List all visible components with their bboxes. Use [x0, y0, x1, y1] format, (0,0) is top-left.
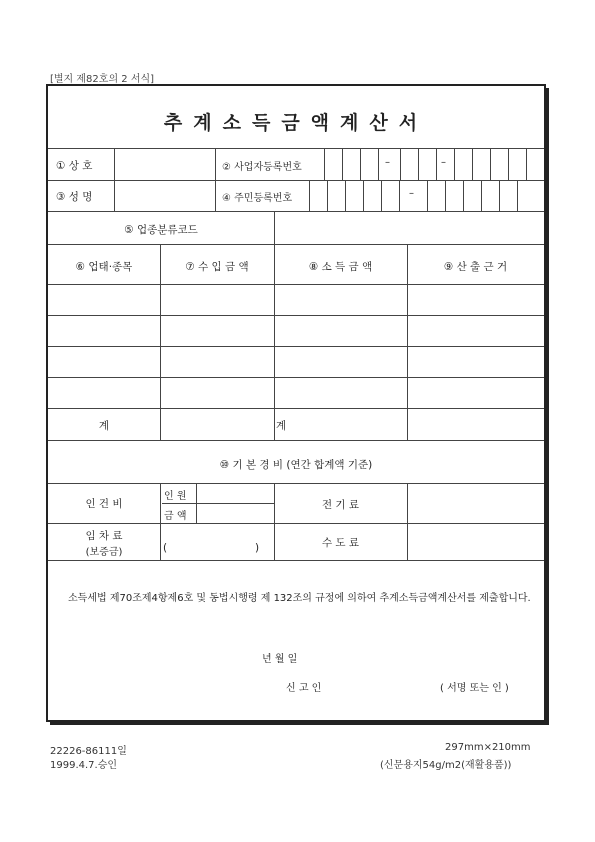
col-line: [274, 211, 275, 244]
header-calculation-basis: ⑨ 산 출 근 거: [443, 261, 508, 273]
col-line: [324, 148, 325, 180]
header-taxable-income: ⑧ 소 득 금 액: [308, 261, 373, 273]
industry-code-label: ⑤ 업종분류코드: [124, 224, 198, 236]
approval-date: 1999.4.7.승인: [50, 760, 118, 771]
biz-reg-no-label: ② 사업자등록번호: [222, 162, 302, 173]
form-label: [별지 제82호의 2 서식]: [50, 74, 155, 85]
row-line: [48, 148, 544, 149]
col-line: [327, 180, 328, 211]
col-line: [342, 148, 343, 180]
header-business-type: ⑥ 업태·종목: [75, 261, 133, 273]
signature-label: ( 서명 또는 인 ): [440, 683, 509, 694]
trade-name-label: ① 상 호: [56, 160, 93, 172]
frame-shadow-right: [546, 88, 549, 725]
row-line: [48, 377, 544, 378]
col-line: [436, 148, 437, 180]
col-line: [400, 148, 401, 180]
col-line: [508, 148, 509, 180]
row-line: [48, 523, 544, 524]
col-line: [381, 180, 382, 211]
col-line: [363, 180, 364, 211]
col-line: [526, 148, 527, 180]
row-line: [48, 284, 544, 285]
water-label: 수 도 료: [321, 537, 360, 549]
col-line: [378, 148, 379, 180]
col-line: [445, 180, 446, 211]
paper-size: 297mm×210mm: [445, 742, 531, 753]
col-line: [160, 483, 161, 560]
col-line: [499, 180, 500, 211]
row-line: [162, 503, 274, 504]
total-label: 계: [98, 420, 110, 432]
labor-cost-label: 인 건 비: [85, 498, 123, 510]
row-line: [48, 346, 544, 347]
row-line: [48, 560, 544, 561]
date-line: 년 월 일: [262, 654, 298, 665]
col-line: [472, 148, 473, 180]
frame-shadow-bottom: [50, 722, 549, 725]
col-line: [345, 180, 346, 211]
paper-type: (신문용지54g/m2(재활용품)): [380, 760, 512, 771]
col-line: [463, 180, 464, 211]
col-line: [517, 180, 518, 211]
deposit-paren-close: ): [255, 542, 260, 554]
page-title: 추계소득금액계산서: [163, 112, 429, 134]
col-line: [399, 180, 400, 211]
total-label-income: 계: [276, 420, 287, 432]
basic-expense-label: ⑩ 기 본 경 비 (연간 합계액 기준): [219, 459, 373, 471]
dash: –: [409, 188, 414, 199]
row-line: [48, 244, 544, 245]
header-income-amount: ⑦ 수 입 금 액: [185, 261, 249, 273]
dash: –: [385, 157, 390, 168]
row-line: [48, 180, 544, 181]
col-line: [407, 483, 408, 560]
col-line: [481, 180, 482, 211]
col-line: [196, 483, 197, 523]
col-line: [490, 148, 491, 180]
name-label: ③ 성 명: [56, 191, 93, 203]
row-line: [48, 483, 544, 484]
headcount-label: 인 원: [164, 491, 187, 502]
statement-text: 소득세법 제70조제4항제6호 및 동법시행령 제 132조의 규정에 의하여 추계소득금액계산서를 제출합니다.: [68, 593, 531, 604]
electricity-label: 전 기 료: [321, 499, 360, 511]
dash: –: [441, 157, 446, 168]
col-line: [309, 180, 310, 211]
form-code: 22226-86111일: [50, 746, 127, 757]
resident-no-label: ④ 주민등록번호: [222, 193, 293, 204]
col-line: [418, 148, 419, 180]
deposit-paren-open: (: [163, 542, 168, 554]
deposit-label: (보증금): [85, 547, 123, 558]
row-line: [48, 211, 544, 212]
row-line: [48, 440, 544, 441]
col-line: [427, 180, 428, 211]
col-line: [360, 148, 361, 180]
col-line: [215, 148, 216, 211]
amount-label: 금 액: [164, 511, 187, 522]
col-line: [454, 148, 455, 180]
declarant-label: 신 고 인: [286, 683, 322, 694]
row-line: [48, 315, 544, 316]
row-line: [48, 408, 544, 409]
rent-label: 임 차 료: [85, 530, 123, 542]
col-line: [114, 148, 115, 211]
